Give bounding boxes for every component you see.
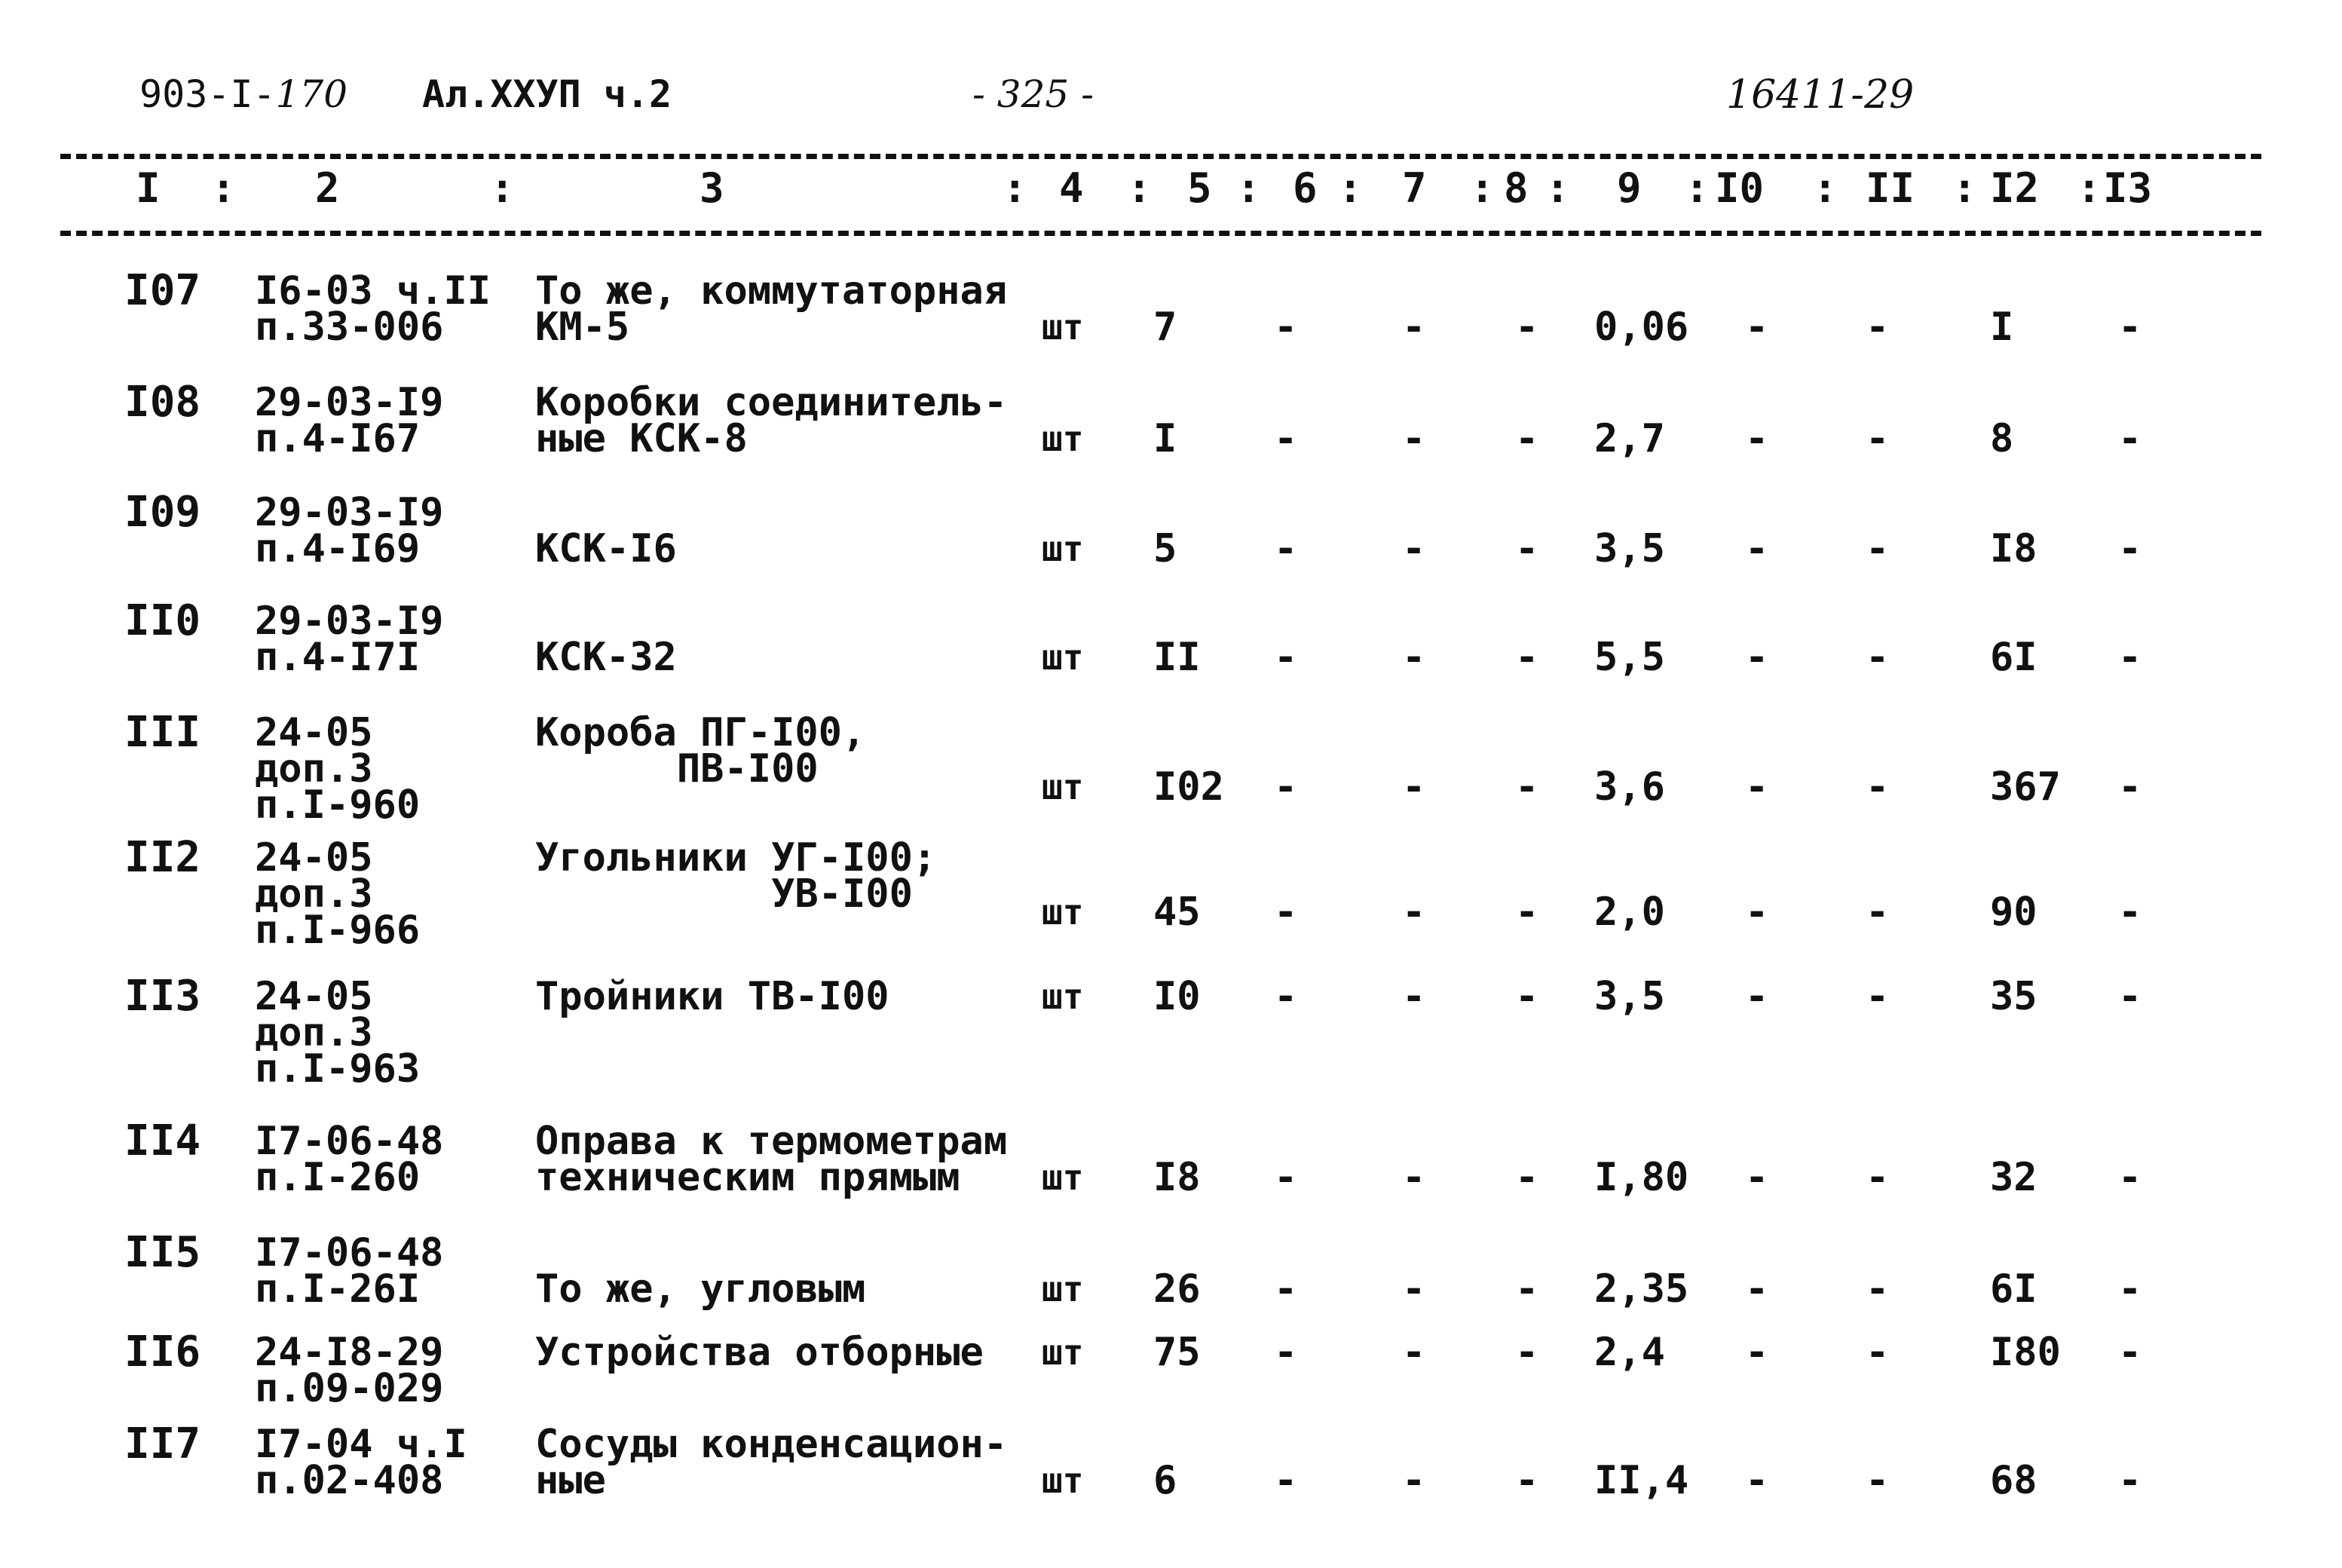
column-separator: : — [1236, 164, 1261, 212]
column-separator: : — [1003, 164, 1027, 212]
unit: шт — [1042, 1269, 1084, 1309]
col-11-value: - — [1866, 1458, 1890, 1503]
col-10-value: - — [1745, 526, 1769, 571]
price-code: 29-03-I9 п.4-I7I — [255, 599, 444, 680]
col-11-value: - — [1866, 305, 1890, 350]
item-name: КСК-32 — [535, 635, 677, 680]
column-header-4: 4 — [1059, 164, 1084, 212]
document-number-handwritten: 170 — [275, 72, 348, 116]
col-8-value: - — [1515, 526, 1539, 571]
row-number: III — [124, 708, 201, 757]
col-6-value: - — [1274, 305, 1298, 350]
column-header-5: 5 — [1187, 164, 1212, 212]
col-9-value: I,80 — [1594, 1155, 1689, 1200]
col-11-value: - — [1866, 974, 1890, 1019]
col-10-value: - — [1745, 1155, 1769, 1200]
col-7-value: - — [1402, 305, 1426, 350]
col-7-value: - — [1402, 764, 1426, 810]
col-11-value: - — [1866, 526, 1890, 571]
col-12-value: I8 — [1990, 526, 2037, 571]
quantity: 5 — [1153, 526, 1177, 571]
col-12-value: 35 — [1990, 974, 2037, 1019]
document-number-prefix: 903-I- — [139, 72, 276, 116]
col-10-value: - — [1745, 890, 1769, 935]
col-9-value: 2,0 — [1594, 890, 1665, 935]
column-header-8: 8 — [1504, 164, 1529, 212]
row-number: II2 — [124, 833, 201, 882]
reference-number: 16411-29 — [1726, 72, 1915, 118]
column-header-12: I2 — [1990, 164, 2040, 212]
col-9-value: 2,4 — [1594, 1330, 1665, 1375]
col-12-value: 6I — [1990, 635, 2037, 680]
col-7-value: - — [1402, 635, 1426, 680]
unit: шт — [1042, 892, 1084, 933]
col-11-value: - — [1866, 890, 1890, 935]
col-10-value: - — [1745, 1266, 1769, 1312]
column-header-1: I — [136, 164, 161, 212]
col-13-value: - — [2118, 764, 2142, 810]
col-8-value: - — [1515, 1266, 1539, 1312]
unit: шт — [1042, 307, 1084, 348]
col-7-value: - — [1402, 526, 1426, 571]
col-7-value: - — [1402, 1330, 1426, 1375]
col-8-value: - — [1515, 764, 1539, 810]
quantity: 26 — [1153, 1266, 1201, 1312]
col-6-value: - — [1274, 416, 1298, 461]
col-6-value: - — [1274, 890, 1298, 935]
item-name: Короба ПГ-I00, ПВ-I00 — [535, 710, 866, 792]
quantity: I8 — [1153, 1155, 1201, 1200]
price-code: 24-05 доп.3 п.I-963 — [255, 974, 421, 1092]
col-6-value: - — [1274, 1458, 1298, 1503]
price-code: 24-05 доп.3 п.I-960 — [255, 710, 421, 828]
price-code: I7-06-48 п.I-260 — [255, 1119, 444, 1200]
col-12-value: 90 — [1990, 890, 2037, 935]
col-7-value: - — [1402, 1155, 1426, 1200]
column-header-2: 2 — [315, 164, 340, 212]
col-12-value: I80 — [1990, 1330, 2061, 1375]
column-header-10: I0 — [1715, 164, 1765, 212]
quantity: I0 — [1153, 974, 1201, 1019]
col-8-value: - — [1515, 890, 1539, 935]
unit: шт — [1042, 528, 1084, 569]
col-11-value: - — [1866, 416, 1890, 461]
column-separator: : — [1338, 164, 1363, 212]
col-12-value: 367 — [1990, 764, 2061, 810]
quantity: 7 — [1153, 305, 1177, 350]
col-11-value: - — [1866, 1266, 1890, 1312]
col-11-value: - — [1866, 764, 1890, 810]
col-10-value: - — [1745, 635, 1769, 680]
column-separator: : — [1685, 164, 1710, 212]
column-separator: : — [1813, 164, 1838, 212]
col-13-value: - — [2118, 890, 2142, 935]
col-8-value: - — [1515, 635, 1539, 680]
col-9-value: 5,5 — [1594, 635, 1665, 680]
unit: шт — [1042, 1460, 1084, 1501]
col-7-value: - — [1402, 1458, 1426, 1503]
item-name: Оправа к термометрам техническим прямым — [535, 1119, 1008, 1200]
col-7-value: - — [1402, 1266, 1426, 1312]
quantity: II — [1153, 635, 1201, 680]
row-number: I07 — [124, 266, 201, 315]
item-name: Сосуды конденсацион- ные — [535, 1422, 1008, 1503]
unit: шт — [1042, 976, 1084, 1017]
unit: шт — [1042, 637, 1084, 678]
quantity: I02 — [1153, 764, 1224, 810]
price-code: I7-04 ч.I п.02-408 — [255, 1422, 467, 1503]
column-header-11: II — [1866, 164, 1915, 212]
col-9-value: 3,6 — [1594, 764, 1665, 810]
col-6-value: - — [1274, 635, 1298, 680]
col-11-value: - — [1866, 635, 1890, 680]
col-12-value: 68 — [1990, 1458, 2037, 1503]
row-number: II4 — [124, 1116, 201, 1165]
col-9-value: 2,7 — [1594, 416, 1665, 461]
column-separator: : — [2077, 164, 2102, 212]
item-name: Тройники ТВ-I00 — [535, 974, 889, 1019]
col-6-value: - — [1274, 1155, 1298, 1200]
unit: шт — [1042, 418, 1084, 459]
col-13-value: - — [2118, 1330, 2142, 1375]
row-number: II3 — [124, 972, 201, 1021]
col-13-value: - — [2118, 305, 2142, 350]
col-8-value: - — [1515, 305, 1539, 350]
col-10-value: - — [1745, 974, 1769, 1019]
col-10-value: - — [1745, 305, 1769, 350]
column-header-13: I3 — [2103, 164, 2153, 212]
quantity: 75 — [1153, 1330, 1201, 1375]
col-12-value: 8 — [1990, 416, 2014, 461]
col-9-value: 0,06 — [1594, 305, 1689, 350]
col-13-value: - — [2118, 1266, 2142, 1312]
column-header-3: 3 — [700, 164, 724, 212]
item-name: То же, угловым — [535, 1266, 866, 1312]
price-code: 24-I8-29 п.09-029 — [255, 1330, 444, 1411]
album-label: Ал.XXУП ч.2 — [422, 72, 672, 116]
col-6-value: - — [1274, 1266, 1298, 1312]
unit: шт — [1042, 767, 1084, 807]
item-name: КСК-I6 — [535, 526, 677, 571]
price-code: 29-03-I9 п.4-I67 — [255, 380, 444, 461]
unit: шт — [1042, 1332, 1084, 1373]
row-number: II7 — [124, 1419, 201, 1468]
col-9-value: 3,5 — [1594, 974, 1665, 1019]
column-separator: : — [211, 164, 236, 212]
row-number: I09 — [124, 488, 201, 537]
item-name: Коробки соединитель- ные КСК-8 — [535, 380, 1008, 461]
quantity: I — [1153, 416, 1177, 461]
page-number: - 325 - — [972, 72, 1094, 116]
col-13-value: - — [2118, 416, 2142, 461]
column-header-6: 6 — [1293, 164, 1318, 212]
col-13-value: - — [2118, 526, 2142, 571]
col-6-value: - — [1274, 1330, 1298, 1375]
col-11-value: - — [1866, 1155, 1890, 1200]
col-6-value: - — [1274, 974, 1298, 1019]
col-8-value: - — [1515, 1155, 1539, 1200]
col-12-value: 32 — [1990, 1155, 2037, 1200]
col-9-value: II,4 — [1594, 1458, 1689, 1503]
price-code: 29-03-I9 п.4-I69 — [255, 490, 444, 571]
row-number: II6 — [124, 1328, 201, 1377]
quantity: 45 — [1153, 890, 1201, 935]
col-8-value: - — [1515, 1330, 1539, 1375]
col-10-value: - — [1745, 1458, 1769, 1503]
price-code: 24-05 доп.3 п.I-966 — [255, 835, 421, 953]
col-13-value: - — [2118, 635, 2142, 680]
column-header-7: 7 — [1402, 164, 1427, 212]
col-12-value: I — [1990, 305, 2014, 350]
col-9-value: 3,5 — [1594, 526, 1665, 571]
col-7-value: - — [1402, 890, 1426, 935]
col-10-value: - — [1745, 416, 1769, 461]
col-10-value: - — [1745, 1330, 1769, 1375]
col-8-value: - — [1515, 1458, 1539, 1503]
item-name: Устройства отборные — [535, 1330, 984, 1375]
row-number: I08 — [124, 378, 201, 427]
col-7-value: - — [1402, 416, 1426, 461]
col-8-value: - — [1515, 416, 1539, 461]
column-separator: : — [490, 164, 515, 212]
unit: шт — [1042, 1157, 1084, 1198]
column-separator: : — [1545, 164, 1570, 212]
col-6-value: - — [1274, 526, 1298, 571]
col-9-value: 2,35 — [1594, 1266, 1689, 1312]
column-separator: : — [1470, 164, 1495, 212]
item-name: Угольники УГ-I00; УВ-I00 — [535, 835, 937, 917]
row-number: II0 — [124, 596, 201, 645]
col-13-value: - — [2118, 1155, 2142, 1200]
item-name: То же, коммутаторная КМ-5 — [535, 268, 1008, 350]
col-10-value: - — [1745, 764, 1769, 810]
quantity: 6 — [1153, 1458, 1177, 1503]
col-12-value: 6I — [1990, 1266, 2037, 1312]
column-header-9: 9 — [1617, 164, 1642, 212]
column-separator: : — [1127, 164, 1152, 212]
col-11-value: - — [1866, 1330, 1890, 1375]
col-13-value: - — [2118, 974, 2142, 1019]
col-7-value: - — [1402, 974, 1426, 1019]
row-number: II5 — [124, 1228, 201, 1277]
column-separator: : — [1952, 164, 1977, 212]
col-13-value: - — [2118, 1458, 2142, 1503]
price-code: I6-03 ч.II п.33-006 — [255, 268, 491, 350]
col-6-value: - — [1274, 764, 1298, 810]
col-8-value: - — [1515, 974, 1539, 1019]
price-code: I7-06-48 п.I-26I — [255, 1230, 444, 1312]
